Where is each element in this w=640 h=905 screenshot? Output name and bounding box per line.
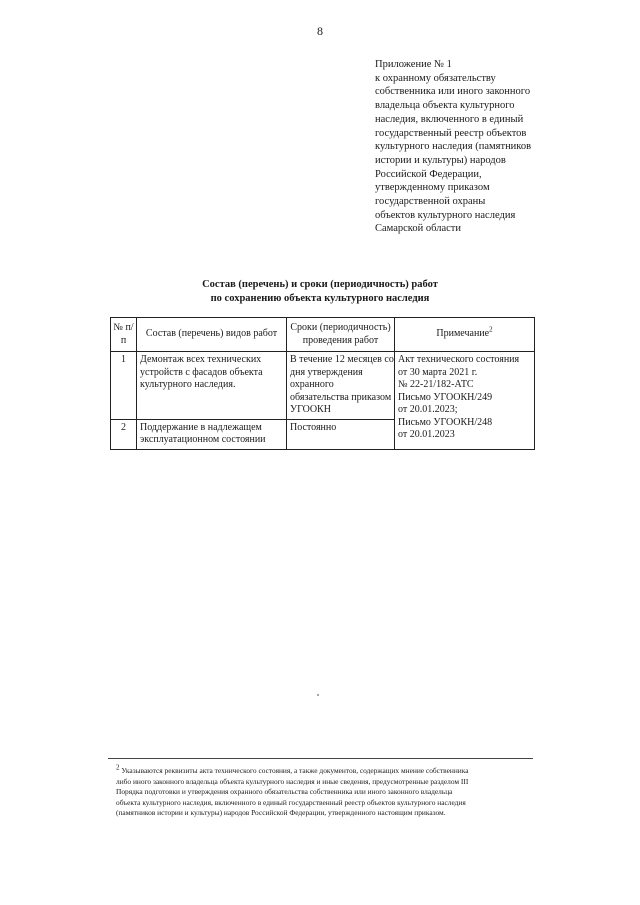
header-num-line: п/п — [120, 322, 134, 346]
row-terms — [287, 419, 395, 449]
appendix-line: истории и культуры) народов — [375, 154, 506, 166]
appendix-line: объектов культурного наследия — [375, 209, 516, 221]
footnote-line: объекта культурного наследия, включенного в единый государственный реестр объектов культурного наследия — [116, 797, 466, 807]
appendix-line: утвержденному приказом — [375, 182, 490, 194]
header-num-line: № — [113, 322, 123, 333]
note-line: Письмо УГООКН/248 — [398, 416, 493, 428]
row-terms-line: УГООКН — [290, 404, 331, 415]
header-terms — [287, 318, 395, 352]
row-works-line: устройств с фасадов объекта — [140, 366, 263, 378]
row-works-line: культурного наследия. — [140, 379, 236, 390]
appendix-line: государственный реестр объектов — [375, 127, 527, 139]
footnote-line: либо иного законного владельца объекта культурного наследия и иные сведения, предусмотренные разделом III — [116, 776, 469, 786]
row-num: 1 — [111, 352, 137, 420]
row-terms-line: охранного — [290, 379, 334, 390]
page-number: 8 — [317, 24, 323, 38]
row-terms-line: обязательства приказом — [290, 391, 392, 403]
appendix-line: наследия, включенного в единый — [375, 113, 524, 125]
footnote-line: (памятников истории и культуры) народов Российской Федерации, утвержденного настоящим приказом. — [116, 808, 446, 818]
row-works — [137, 352, 287, 420]
row-note — [395, 352, 535, 450]
row-terms-line: дня утверждения — [290, 366, 363, 378]
appendix-line: собственника или иного законного — [375, 86, 531, 98]
header-works — [137, 318, 287, 352]
row-terms-line: В течение 12 месяцев со — [290, 354, 394, 365]
appendix-line: культурного наследия (памятников — [375, 141, 532, 153]
header-note — [395, 318, 535, 352]
appendix-line: Самарской области — [375, 223, 461, 235]
table-row — [111, 352, 535, 420]
table-title-line: Состав (перечень) и сроки (периодичность) работ — [202, 279, 438, 290]
footnote-line — [116, 763, 536, 777]
works-table — [110, 317, 535, 450]
footnote-divider — [108, 758, 533, 759]
table-title — [100, 278, 540, 306]
header-works-label: Состав (перечень) видов работ — [145, 328, 278, 340]
row-works-line: Демонтаж всех технических — [140, 354, 262, 365]
row-works-line: Поддержание в надлежащем — [140, 421, 262, 433]
note-line: Акт технического состояния — [398, 354, 520, 365]
header-num — [111, 318, 137, 352]
note-line: Письмо УГООКН/249 — [398, 391, 493, 403]
note-line: от 20.01.2023; — [398, 404, 458, 415]
footnote-text: Указываются реквизиты акта технического состояния, а также документов, содержащих мнение собственника — [119, 766, 469, 775]
row-num: 2 — [111, 419, 137, 449]
header-note-label: Примечание — [436, 328, 490, 340]
appendix-header — [375, 58, 625, 236]
scan-speck — [317, 694, 319, 696]
footnote-marker: 2 — [116, 763, 120, 772]
footnote — [116, 763, 536, 819]
note-line: от 20.01.2023 — [398, 429, 455, 440]
table-title-line: по сохранению объекта культурного наследия — [210, 293, 430, 304]
appendix-line: к охранному обязательству — [375, 72, 496, 84]
note-line: от 30 марта 2021 г. — [398, 366, 478, 378]
appendix-line: государственной охраны — [375, 196, 486, 208]
footnote-line: Порядка подготовки и утверждения охранного обязательства собственника или иного законного владельца — [116, 787, 453, 797]
appendix-line: владельца объекта культурного — [375, 100, 515, 112]
appendix-line: Приложение № 1 — [375, 59, 452, 70]
header-note-footnote-ref: 2 — [489, 325, 493, 334]
row-works-line: эксплуатационном состоянии — [140, 434, 266, 445]
appendix-line: Российской Федерации, — [375, 168, 482, 180]
row-terms-line: Постоянно — [290, 421, 337, 433]
header-terms-line: Сроки (периодичность) — [290, 322, 391, 333]
table-header-row — [111, 318, 535, 352]
row-terms — [287, 352, 395, 420]
note-line: № 22-21/182-АТС — [398, 379, 474, 390]
row-works — [137, 419, 287, 449]
header-terms-line: проведения работ — [302, 334, 379, 346]
